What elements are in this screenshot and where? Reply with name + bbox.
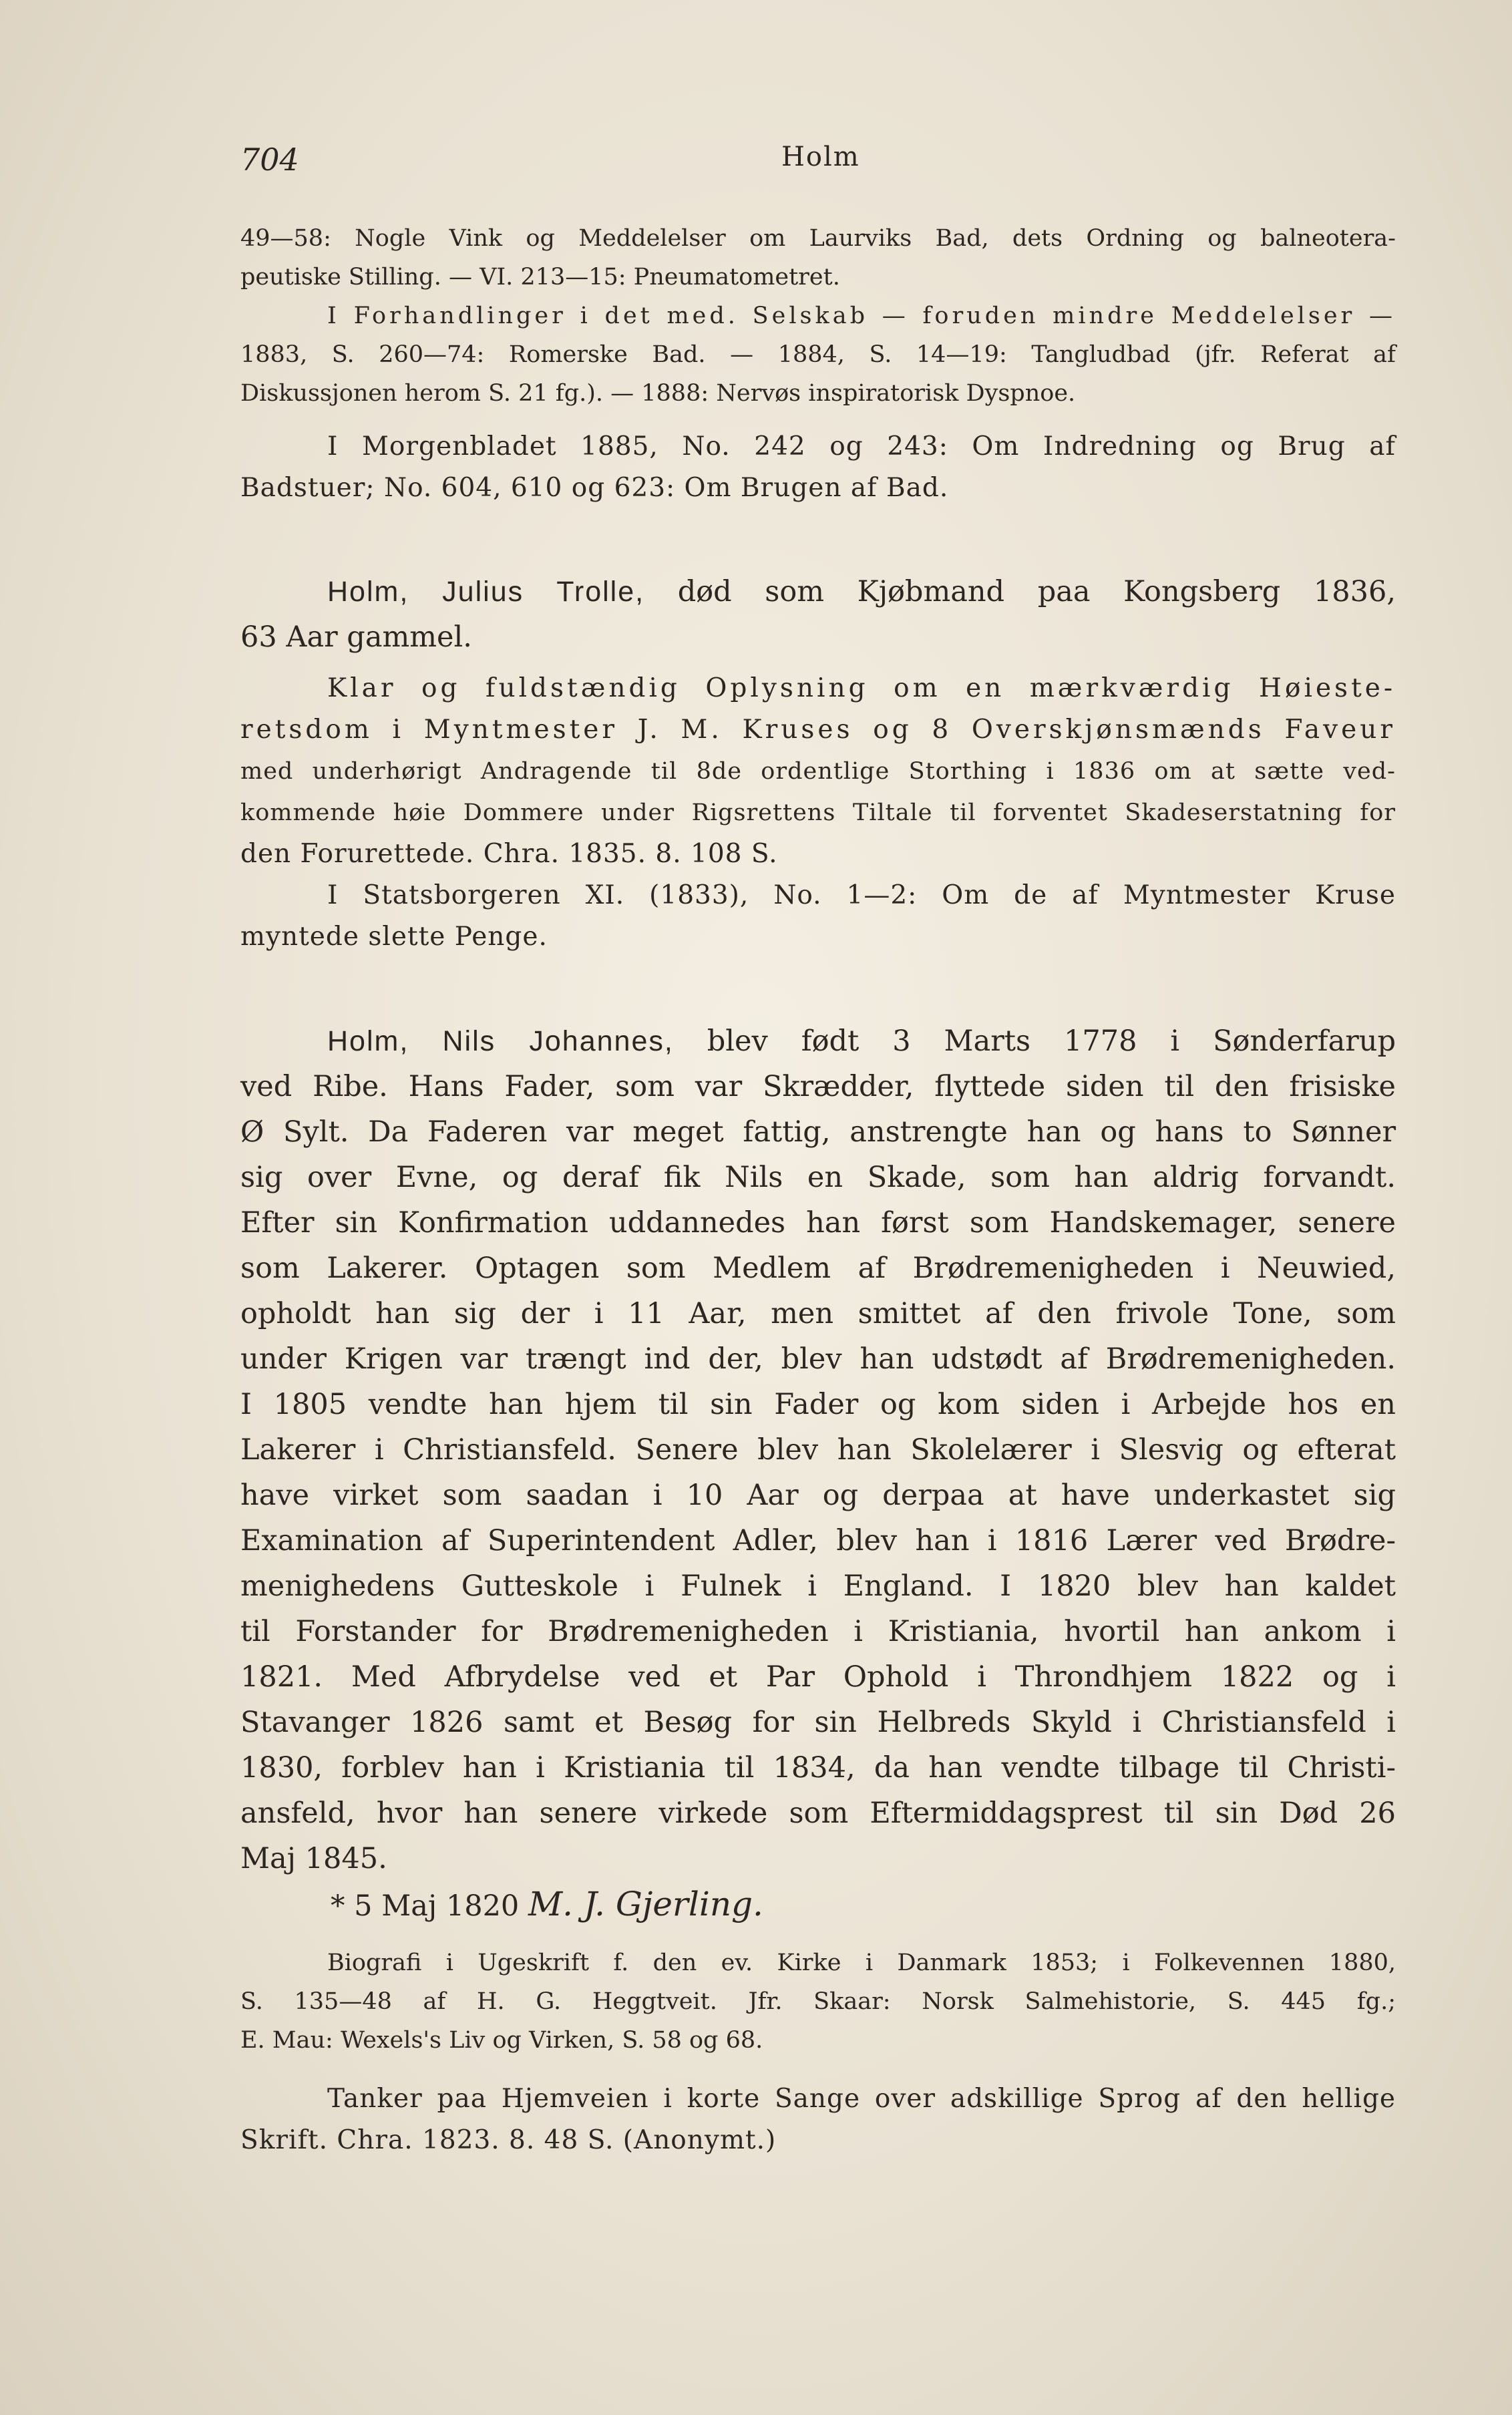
text-line: under Krigen var trængt ind der, blev han udstødt af Brødremenigheden. bbox=[240, 1342, 1396, 1376]
text-line: Diskussjonen herom S. 21 fg.). — 1888: Nervøs inspiratorisk Dyspnoe. bbox=[240, 380, 1076, 407]
entry-nils-johannes bbox=[240, 1018, 1396, 1929]
text-line: ved Ribe. Hans Fader, som var Skrædder, flyttede siden til den frisiske bbox=[240, 1070, 1396, 1103]
text-line: til Forstander for Brødremenigheden i Kristiania, hvortil han ankom i bbox=[240, 1615, 1396, 1648]
text-line: Stavanger 1826 samt et Besøg for sin Helbreds Skyld i Christiansfeld i bbox=[240, 1706, 1396, 1739]
text-line: ansfeld, hvor han senere virkede som Eftermiddagsprest til sin Død 26 bbox=[240, 1797, 1396, 1830]
text-line: peutiske Stilling. — VI. 213—15: Pneumatometret. bbox=[240, 264, 840, 291]
entry-heading: Holm, Julius Trolle, bbox=[327, 576, 645, 608]
text-line: som Lakerer. Optagen som Medlem af Brødremenigheden i Neuwied, bbox=[240, 1252, 1396, 1285]
text-line: 63 Aar gammel. bbox=[240, 620, 472, 654]
text-line: I Morgenbladet 1885, No. 242 og 243: Om Indredning og Brug af bbox=[327, 431, 1396, 461]
page-number: 704 bbox=[240, 142, 299, 178]
text-line: den Forurettede. Chra. 1835. 8. 108 S. bbox=[240, 839, 778, 869]
text-line: have virket som saadan i 10 Aar og derpaa at have underkastet sig bbox=[240, 1479, 1396, 1512]
entry-julius-bibliography bbox=[240, 668, 1396, 958]
top-section-newspaper bbox=[240, 426, 1396, 509]
entry-nils-biography-refs bbox=[240, 1943, 1396, 2060]
text-line: retsdom i Myntmester J. M. Kruses og 8 Overskjønsmænds Faveur bbox=[240, 715, 1396, 745]
running-head: Holm bbox=[781, 142, 860, 172]
top-section bbox=[240, 219, 1396, 413]
text-line: I 1805 vendte han hjem til sin Fader og kom siden i Arbejde hos en bbox=[240, 1388, 1396, 1421]
text-line: 1821. Med Afbrydelse ved et Par Ophold i Throndhjem 1822 og i bbox=[240, 1660, 1396, 1694]
text-line: med underhørigt Andragende til 8de ordentlige Storthing i 1836 om at sætte ved- bbox=[240, 758, 1396, 785]
text-line: 49—58: Nogle Vink og Meddelelser om Laurviks Bad, dets Ordning og balneotera- bbox=[240, 225, 1396, 252]
text-line: I Forhandlinger i det med. Selskab — foruden mindre Meddelelser — bbox=[327, 303, 1396, 329]
text-line: sig over Evne, og deraf fik Nils en Skade, som han aldrig forvandt. bbox=[240, 1161, 1396, 1194]
marriage-spouse: M. J. Gjerling. bbox=[528, 1885, 763, 1923]
text-line: kommende høie Dommere under Rigsrettens Tiltale til forventet Skadeserstatning for bbox=[240, 799, 1396, 826]
text-line: menighedens Gutteskole i Fulnek i England. I 1820 blev han kaldet bbox=[240, 1569, 1396, 1603]
text-line: Maj 1845. bbox=[240, 1842, 387, 1875]
text-line: S. 135—48 af H. G. Heggtveit. Jfr. Skaar: Norsk Salmehistorie, S. 445 fg.; bbox=[240, 1988, 1396, 2015]
text-line: opholdt han sig der i 11 Aar, men smittet af den frivole Tone, som bbox=[240, 1297, 1396, 1330]
text-line: Badstuer; No. 604, 610 og 623: Om Brugen af Bad. bbox=[240, 473, 949, 503]
entry-heading: Holm, Nils Johannes, bbox=[327, 1025, 674, 1057]
text-line: I Statsborgeren XI. (1833), No. 1—2: Om de af Myntmester Kruse bbox=[327, 880, 1396, 910]
entry-intro: død som Kjøbmand paa Kongsberg 1836, bbox=[644, 575, 1396, 608]
text-line: Tanker paa Hjemveien i korte Sange over adskillige Sprog af den hellige bbox=[327, 2084, 1396, 2114]
text-line: Biografi i Ugeskrift f. den ev. Kirke i Danmark 1853; i Folkevennen 1880, bbox=[327, 1949, 1396, 1976]
entry-nils-works bbox=[240, 2078, 1396, 2161]
text-line: Skrift. Chra. 1823. 8. 48 S. (Anonymt.) bbox=[240, 2125, 777, 2155]
marriage-line bbox=[240, 1881, 1396, 1929]
entry-intro: blev født 3 Marts 1778 i Sønderfarup bbox=[673, 1025, 1396, 1058]
text-line: 1883, S. 260—74: Romerske Bad. — 1884, S. 14—19: Tangludbad (jfr. Referat af bbox=[240, 341, 1396, 368]
text-line: E. Mau: Wexels's Liv og Virken, S. 58 og 68. bbox=[240, 2027, 763, 2054]
text-line: Lakerer i Christiansfeld. Senere blev han Skolelærer i Slesvig og efterat bbox=[240, 1433, 1396, 1467]
text-line: Ø Sylt. Da Faderen var meget fattig, anstrengte han og hans to Sønner bbox=[240, 1115, 1396, 1149]
entry-julius-trolle bbox=[240, 569, 1396, 660]
text-line: 1830, forblev han i Kristiania til 1834, da han vendte tilbage til Christi- bbox=[240, 1751, 1396, 1785]
text-line: Examination af Superintendent Adler, blev han i 1816 Lærer ved Brødre- bbox=[240, 1524, 1396, 1557]
text-line: Klar og fuldstændig Oplysning om en mærkværdig Høieste- bbox=[327, 673, 1396, 703]
marriage-date: * 5 Maj 1820 bbox=[331, 1889, 528, 1923]
text-line: myntede slette Penge. bbox=[240, 922, 548, 952]
text-line: Efter sin Konfirmation uddannedes han først som Handskemager, senere bbox=[240, 1206, 1396, 1240]
